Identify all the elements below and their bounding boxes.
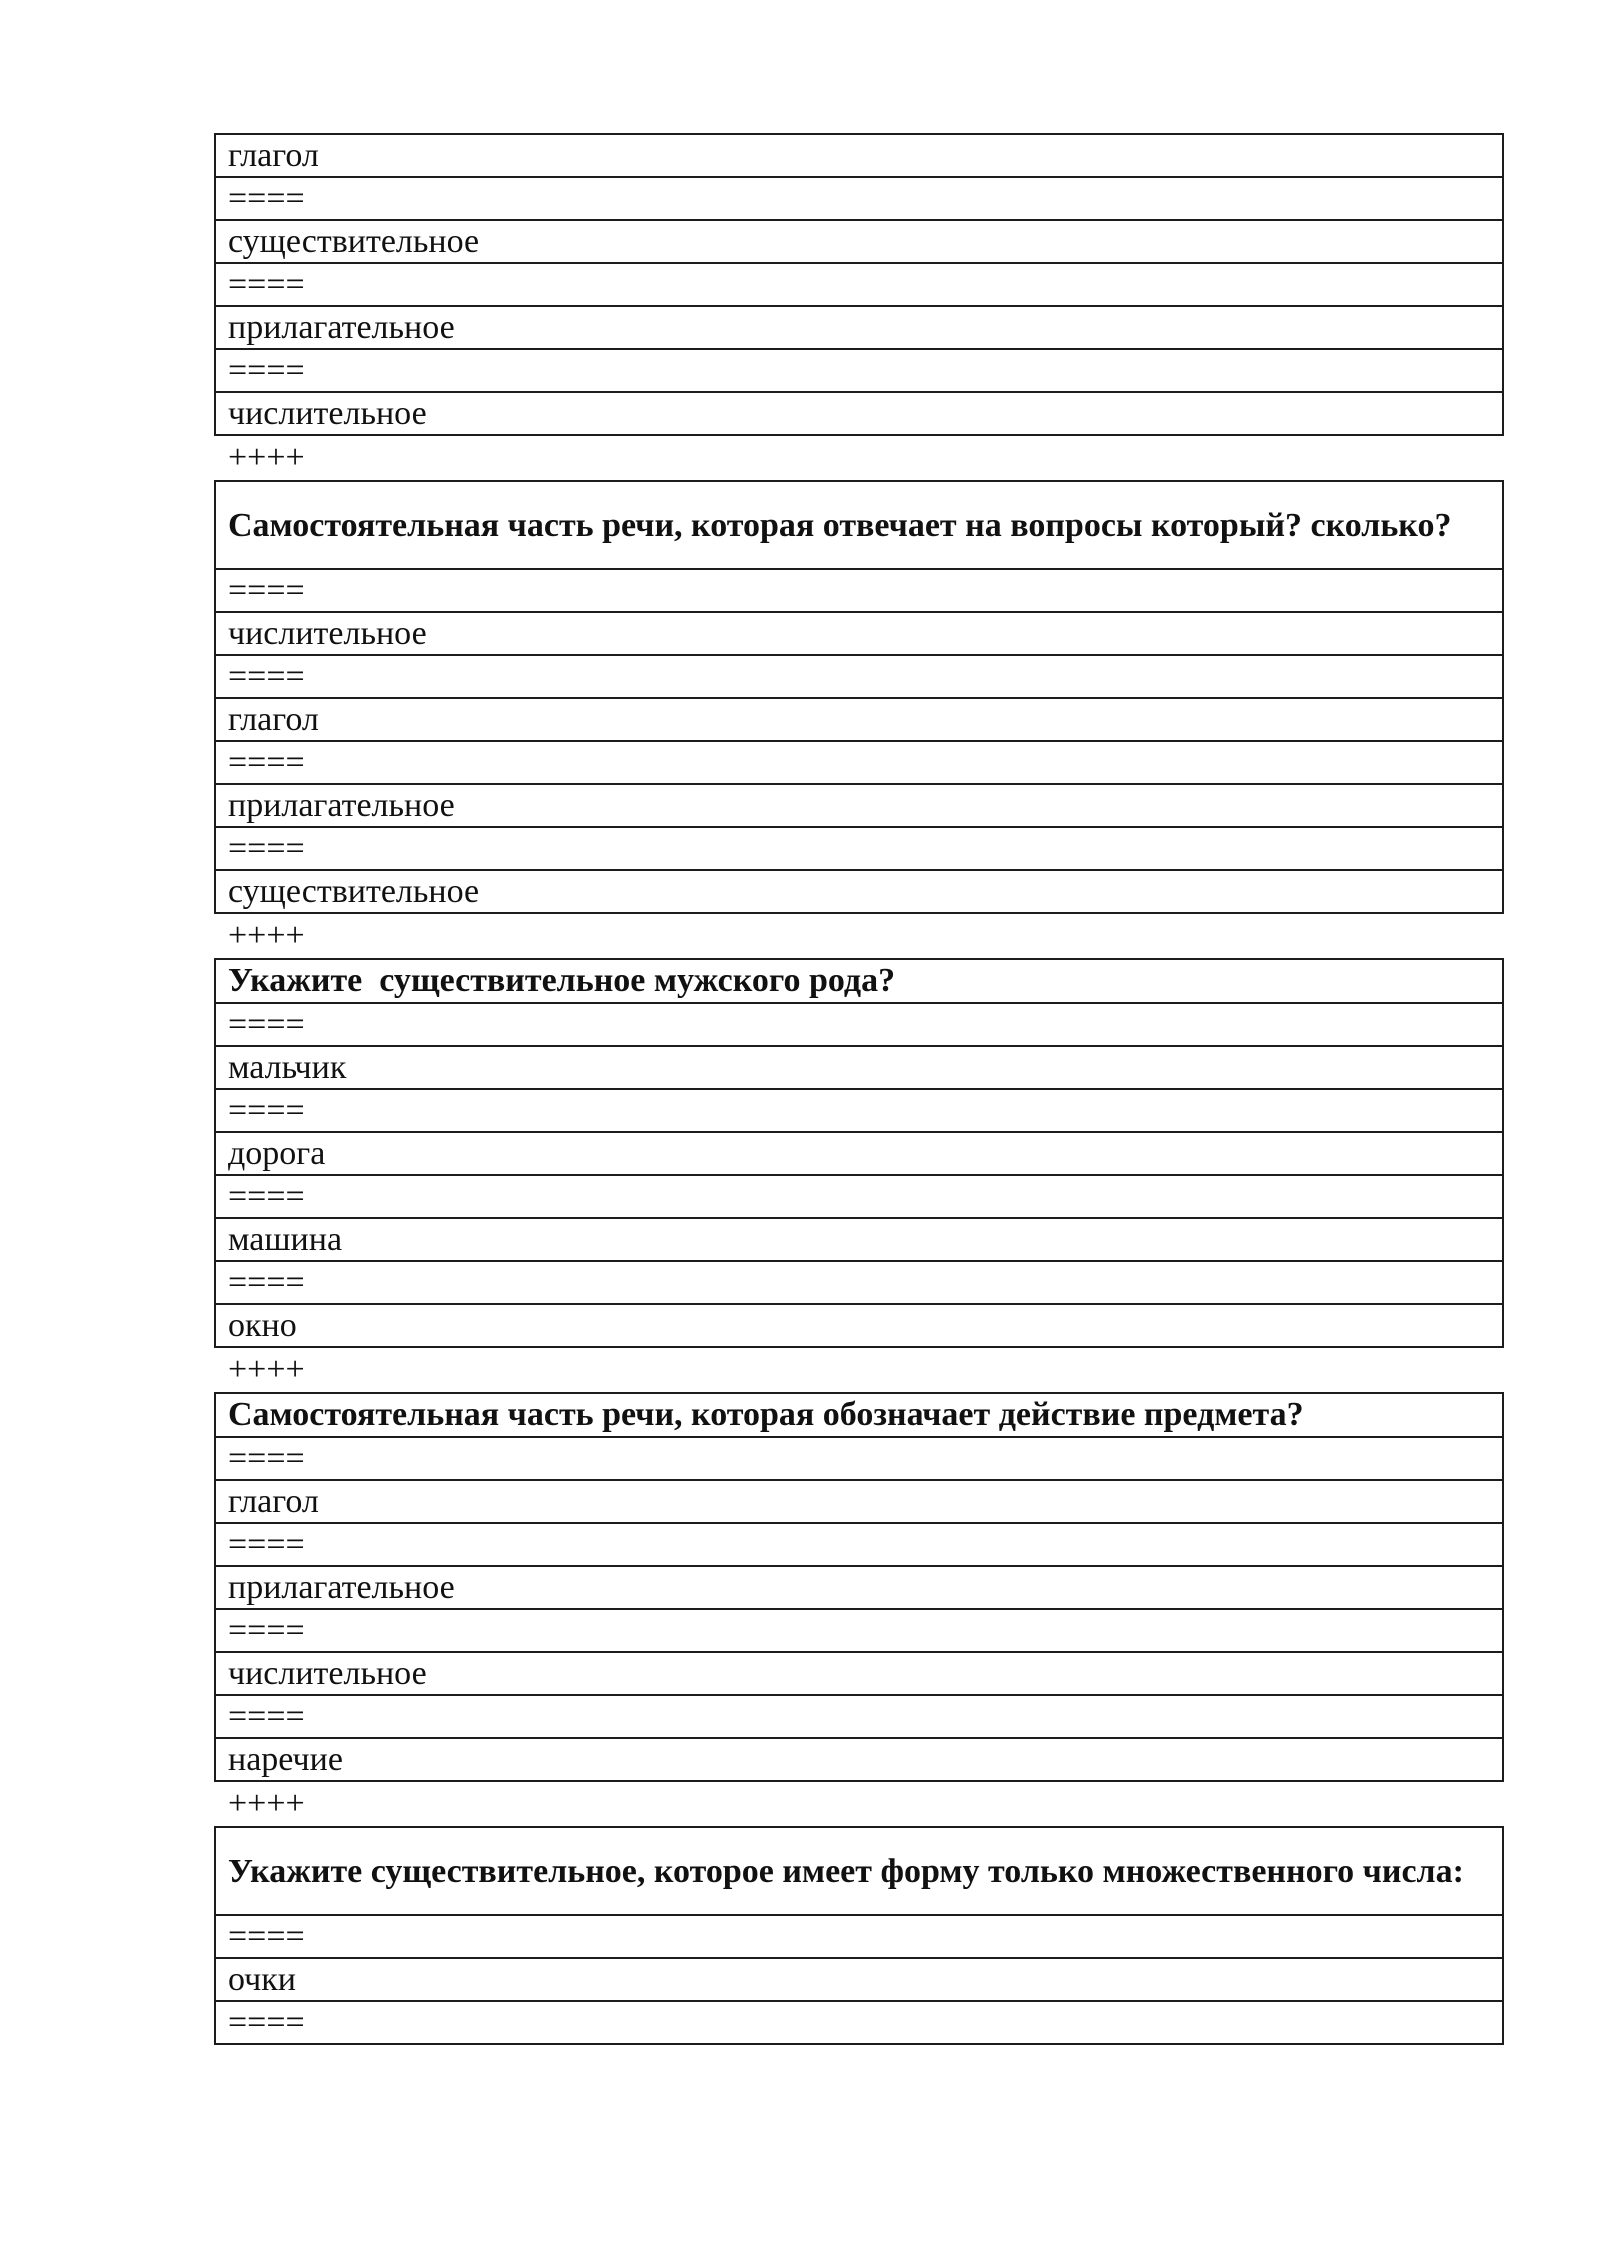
answer-separator: ==== [215,2001,1503,2044]
question-text: Самостоятельная часть речи, которая отвечает на вопросы который? сколько? [215,481,1503,569]
question-text: Самостоятельная часть речи, которая обозначает действие предмета? [215,1393,1503,1437]
answer-option: существительное [215,870,1503,913]
answer-separator: ==== [215,655,1503,698]
answer-separator: ==== [215,1523,1503,1566]
answer-separator: ==== [215,349,1503,392]
question-text: Укажите существительное, которое имеет форму только множественного числа: [215,1827,1503,1915]
answer-option: наречие [215,1738,1503,1781]
answer-separator: ==== [215,1915,1503,1958]
answer-option: прилагательное [215,1566,1503,1609]
question-separator: ++++ [228,439,305,476]
answer-separator: ==== [215,741,1503,784]
question-separator: ++++ [228,1785,305,1822]
answer-separator: ==== [215,1261,1503,1304]
question-separator: ++++ [228,1351,305,1388]
question-separator: ++++ [228,917,305,954]
question-block [214,1826,1504,2045]
answer-option: глагол [215,134,1503,177]
test-sheet [214,133,1504,2045]
question-block [214,958,1504,1348]
answer-option: очки [215,1958,1503,2001]
answer-option: прилагательное [215,784,1503,827]
answer-option: глагол [215,1480,1503,1523]
answer-separator: ==== [215,569,1503,612]
answer-option: машина [215,1218,1503,1261]
answer-option: числительное [215,1652,1503,1695]
answer-option: прилагательное [215,306,1503,349]
answer-separator: ==== [215,827,1503,870]
answer-separator: ==== [215,1175,1503,1218]
answer-separator: ==== [215,177,1503,220]
answer-separator: ==== [215,1089,1503,1132]
answer-separator: ==== [215,1003,1503,1046]
answer-option: мальчик [215,1046,1503,1089]
answer-option: существительное [215,220,1503,263]
answer-option: глагол [215,698,1503,741]
answer-option: окно [215,1304,1503,1347]
answer-separator: ==== [215,1609,1503,1652]
answer-option: числительное [215,612,1503,655]
answer-separator: ==== [215,263,1503,306]
answer-separator: ==== [215,1695,1503,1738]
question-block [214,133,1504,436]
question-text: Укажите существительное мужского рода? [215,959,1503,1003]
answer-option: числительное [215,392,1503,435]
answer-option: дорога [215,1132,1503,1175]
answer-separator: ==== [215,1437,1503,1480]
question-block [214,480,1504,914]
question-block [214,1392,1504,1782]
